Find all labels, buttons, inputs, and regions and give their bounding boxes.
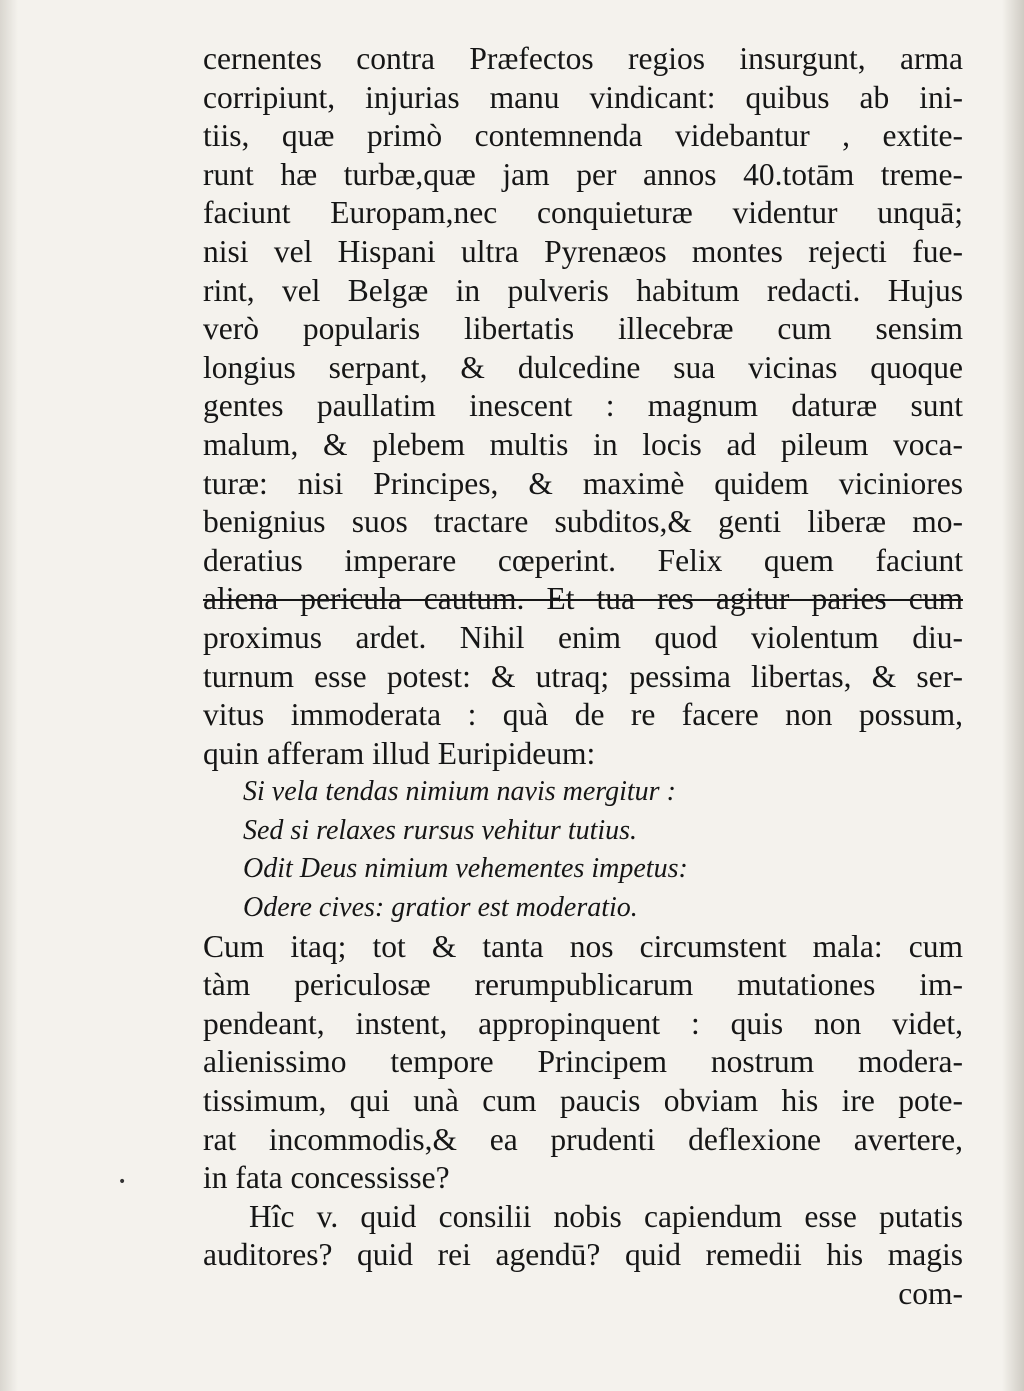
text-line: longius serpant, & dulcedine sua vicinas quoque: [203, 349, 963, 385]
text-line: auditores? quid rei agendū? quid remedii his magis: [203, 1237, 963, 1273]
text-line: vitus immoderata : quà de re facere non possum,: [203, 697, 963, 733]
text-line: benignius suos tractare subditos,& genti liberæ mo-: [203, 504, 963, 540]
text-line: tàm periculosæ rerumpublicarum mutationes im-: [203, 967, 963, 1003]
text-line: tiis, quæ primò contemnenda videbantur , extite-: [203, 118, 963, 154]
text-line: turæ: nisi Principes, & maximè quidem viciniores: [203, 465, 963, 501]
text-line: pendeant, instent, appropinquent : quis non videt,: [203, 1005, 963, 1041]
verse-line: Si vela tendas nimium navis mergitur :: [243, 776, 676, 808]
text-line: proximus ardet. Nihil enim quod violentum diu-: [203, 619, 963, 655]
text-line: verò popularis libertatis illecebræ cum sensim: [203, 311, 963, 347]
text-line: rint, vel Belgæ in pulveris habitum redacti. Hujus: [203, 272, 963, 308]
ink-dot-mark: •: [118, 1174, 127, 1190]
verse-line: Odere cives: gratior est moderatio.: [243, 892, 638, 924]
text-line: deratius imperare cœperint. Felix quem faciunt: [203, 542, 963, 578]
text-line: malum, & plebem multis in locis ad pileum voca-: [203, 426, 963, 462]
text-line: Hîc v. quid consilii nobis capiendum esse putatis: [249, 1198, 963, 1234]
text-line: cernentes contra Præfectos regios insurgunt, arma: [203, 41, 963, 76]
text-line: alienissimo tempore Principem nostrum modera-: [203, 1044, 963, 1080]
text-line: runt hæ turbæ,quæ jam per annos 40.totām treme-: [203, 156, 963, 192]
page-gutter-shadow: [0, 0, 18, 1391]
text-line: in fata concessisse?: [203, 1160, 450, 1196]
text-line-struck: aliena pericula cautum. Et tua res agitur paries cum: [203, 581, 963, 617]
text-line: rat incommodis,& ea prudenti deflexione avertere,: [203, 1121, 963, 1157]
text-line: nisi vel Hispani ultra Pyrenæos montes rejecti fue-: [203, 233, 963, 269]
page-edge-shadow: [1002, 0, 1024, 1391]
text-line: Cum itaq; tot & tanta nos circumstent mala: cum: [203, 928, 963, 964]
text-line: gentes paullatim inescent : magnum daturæ sunt: [203, 388, 963, 424]
catchword: com-: [898, 1276, 963, 1311]
verse-line: Sed si relaxes rursus vehitur tutius.: [243, 814, 638, 846]
body-text: [203, 40, 963, 1314]
text-line: tissimum, qui unà cum paucis obviam his ire pote-: [203, 1083, 963, 1119]
text-line: corripiunt, injurias manu vindicant: quibus ab ini-: [203, 79, 963, 115]
text-line: faciunt Europam,nec conquieturæ videntur unquā;: [203, 195, 963, 231]
verse-line: Odit Deus nimium vehementes impetus:: [243, 853, 688, 885]
text-line: quin afferam illud Euripideum:: [203, 735, 596, 771]
text-line: turnum esse potest: & utraq; pessima libertas, & ser-: [203, 658, 963, 694]
